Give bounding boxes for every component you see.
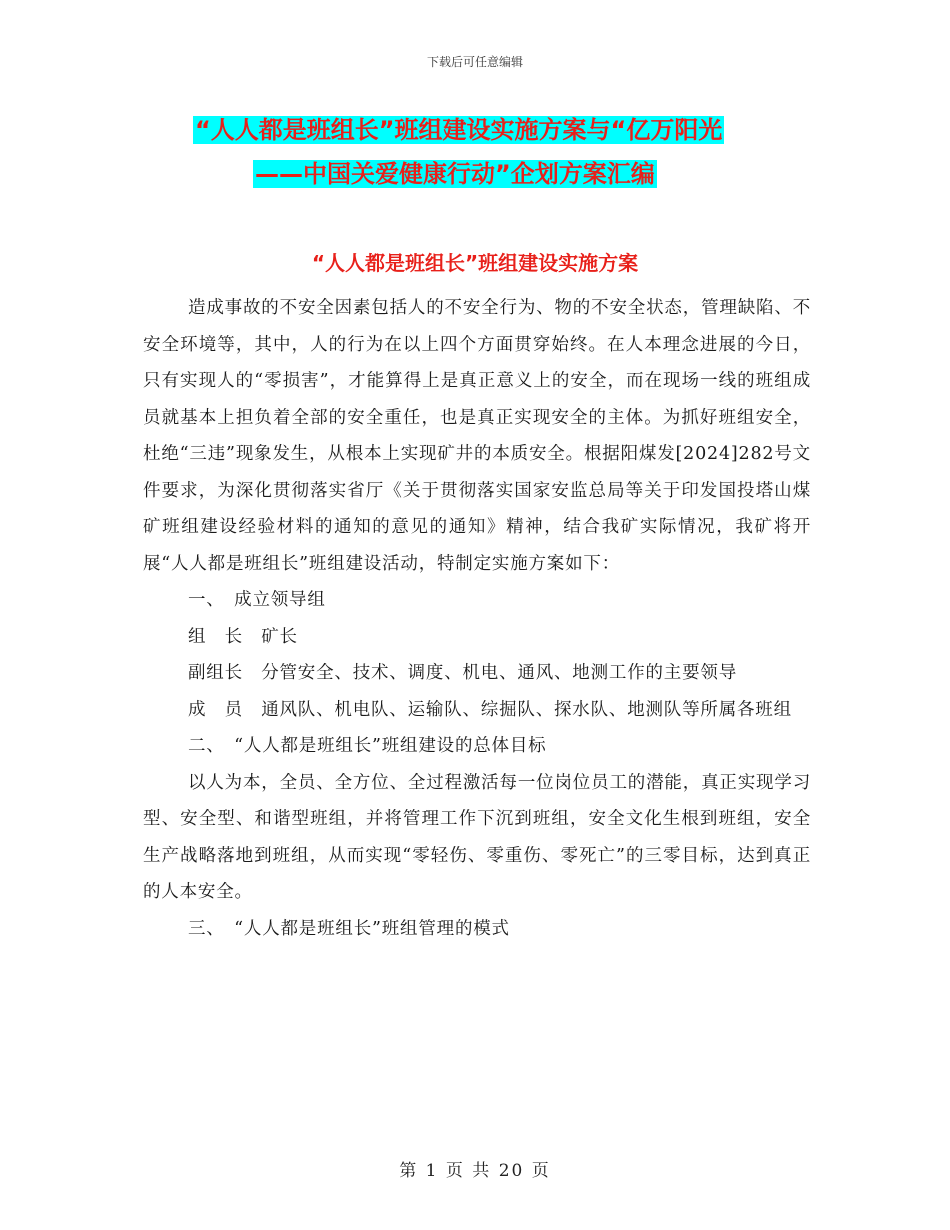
- document-title-line-1: “人人都是班组长”班组建设实施方案与“亿万阳光: [195, 116, 723, 144]
- page-number: 第 1 页 共 20 页: [399, 1161, 551, 1181]
- paragraph-goal: 以人为本，全员、全方位、全过程激活每一位岗位员工的潜能，真正实现学习型、安全型、和谐型班组，并将管理工作下沉到班组，安全文化生根到班组，安全生产战略落地到班组，从而实现“零轻伤、零重伤、零死亡”的三零目标，达到真正的人本安全。: [143, 772, 811, 902]
- paragraph-members: 成 员 通风队、机电队、运输队、综掘队、探水队、地测队等所属各班组: [188, 699, 792, 720]
- document-body: [143, 290, 811, 947]
- paragraph-group-leader: 组 长 矿长: [188, 626, 298, 647]
- heading-overall-goal: 二、 “人人都是班组长”班组建设的总体目标: [188, 736, 547, 756]
- paragraph-deputy-leader: 副组长 分管安全、技术、调度、机电、通风、地测工作的主要领导: [188, 663, 737, 683]
- paragraph-intro: 造成事故的不安全因素包括人的不安全行为、物的不安全状态，管理缺陷、不安全环境等，其中，人的行为在以上四个方面贯穿始终。在人本理念进展的今日，只有实现人的“零损害”，才能算得上是真正意义上的安全，而在现场一线的班组成员就基本上担负着全部的安全重任，也是真正实现安全的主体。为抓好班组安全，杜绝“三违”现象发生，从根本上实现矿井的本质安全。根据阳煤发[2024]282号文件要求，为深化贯彻落实省厅《关于贯彻落实国家安监总局等关于印发国投塔山煤矿班组建设经验材料的通知的意见的通知》精神，结合我矿实际情况，我矿将开展“人人都是班组长”班组建设活动，特制定实施方案如下：: [143, 298, 811, 574]
- heading-management-mode: 三、 “人人都是班组长”班组管理的模式: [188, 918, 510, 939]
- page-header-note: 下载后可任意编辑: [426, 55, 523, 69]
- document-title: [145, 108, 805, 196]
- section-title: “人人都是班组长”班组建设实施方案: [311, 251, 639, 275]
- document-title-line-2: ——中国关爱健康行动”企划方案汇编: [255, 160, 655, 188]
- heading-leadership-group: 一、 成立领导组: [188, 590, 326, 610]
